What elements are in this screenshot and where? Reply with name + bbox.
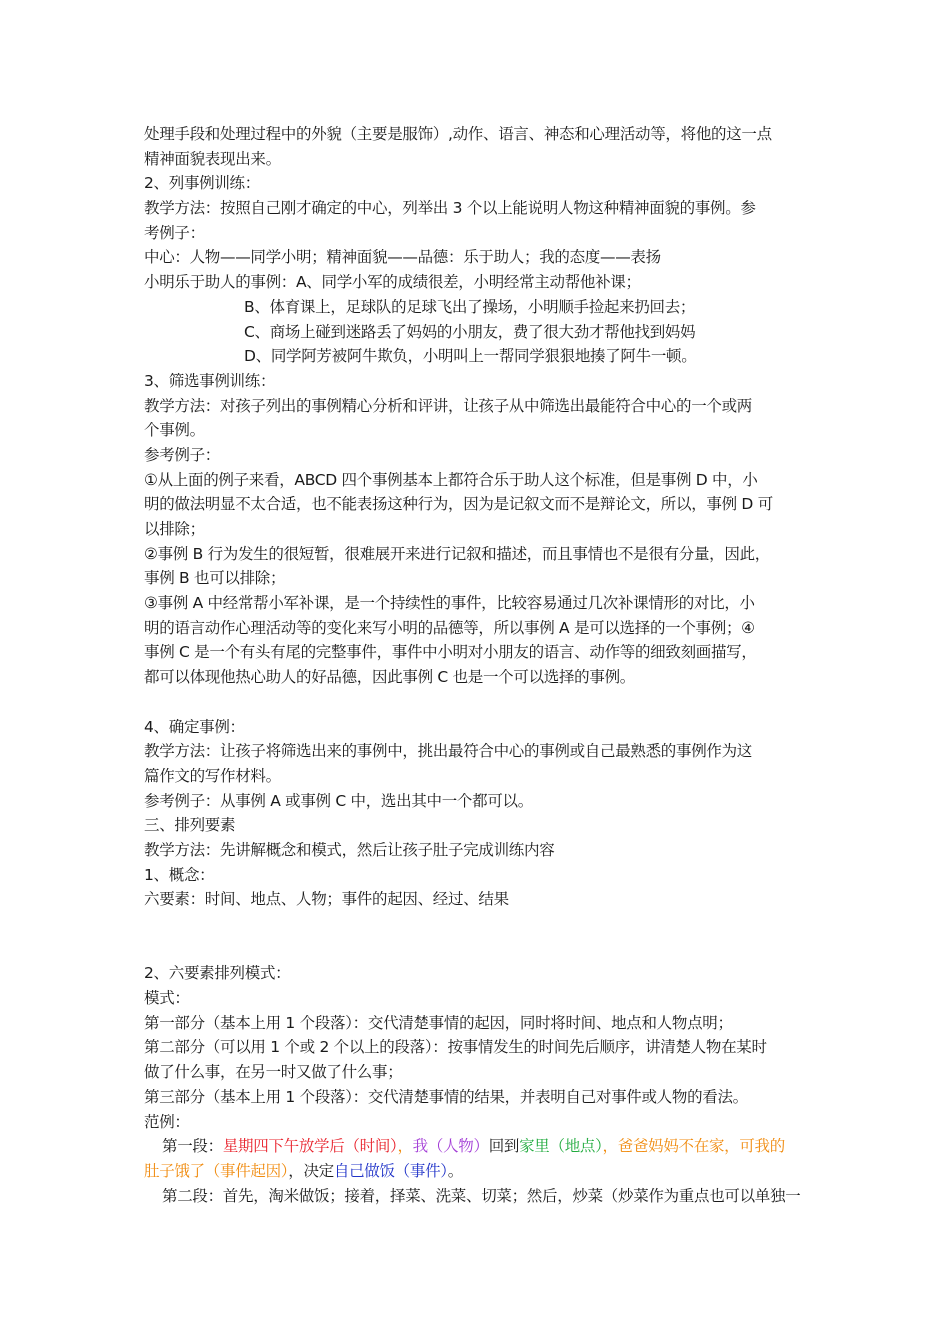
text-line: 做了什么事，在另一时又做了什么事； xyxy=(144,1063,403,1082)
text-line: 模式： xyxy=(144,989,190,1008)
example-paragraph-1-cont xyxy=(144,1159,812,1184)
cause-element: 爸爸妈妈不在家，可我的 xyxy=(617,1137,785,1156)
text-line: 精神面貌表现出来。 xyxy=(144,149,281,168)
text-line: 第三部分（基本上用 1 个段落）：交代清楚事情的结果，并表明自己对事件或人物的看法。 xyxy=(144,1087,748,1106)
text-line: ①从上面的例子来看，ABCD 四个事例基本上都符合乐于助人这个标准，但是事例 D 中，小 xyxy=(144,470,758,489)
time-element: 星期四下午放学后（时间） xyxy=(222,1137,398,1156)
text-line: 处理手段和处理过程中的外貌（主要是服饰）,动作、语言、神态和心理活动等，将他的这一点 xyxy=(144,125,772,143)
text-line: ②事例 B 行为发生的很短暂，很难展开来进行记叙和描述，而且事情也不是很有分量，因此， xyxy=(144,544,770,563)
separator: ， xyxy=(602,1137,618,1156)
text-line: 参考例子： xyxy=(144,445,221,464)
connector-text: ，决定 xyxy=(288,1161,334,1180)
text-line: 教学方法：先讲解概念和模式，然后让孩子肚子完成训练内容 xyxy=(144,840,555,859)
text-line: 都可以体现他热心助人的好品德，因此事例 C 也是一个可以选择的事例。 xyxy=(144,668,635,687)
event-element: 自己做饭（事件） xyxy=(333,1161,448,1180)
text-line: ③事例 A 中经常帮小军补课，是一个持续性的事件，比较容易通过几次补课情形的对比，小 xyxy=(144,594,755,613)
section-heading: 3、筛选事例训练： xyxy=(144,371,276,390)
list-item: D、同学阿芳被阿牛欺负，小明叫上一帮同学狠狠地揍了阿牛一顿。 xyxy=(244,347,697,366)
section-heading: 4、确定事例： xyxy=(144,717,245,736)
text-line: 事例 B 也可以排除； xyxy=(144,569,286,588)
text-line: 第一部分（基本上用 1 个段落）：交代清楚事情的起因，同时将时间、地点和人物点明； xyxy=(144,1013,733,1032)
list-item: B、体育课上，足球队的足球飞出了操场，小明顺手捡起来扔回去； xyxy=(244,297,696,316)
section-heading: 三、排列要素 xyxy=(144,816,236,835)
text-line: 明的做法明显不太合适，也不能表扬这种行为，因为是记叙文而不是辩论文，所以，事例 D 可 xyxy=(144,495,773,514)
blank-line xyxy=(144,690,812,715)
text-line: 事例 C 是一个有头有尾的完整事件，事件中小明对小朋友的语言、动作等的细致刻画描写， xyxy=(144,643,757,662)
text-line: 参考例子：从事例 A 或事例 C 中，选出其中一个都可以。 xyxy=(144,791,533,810)
person-element: 我（人物） xyxy=(412,1137,489,1156)
section-heading: 2、六要素排列模式： xyxy=(144,964,291,983)
text-line: 明的语言动作心理活动等的变化来写小明的品德等，所以事例 A 是可以选择的一个事例；④ xyxy=(144,618,755,637)
blank-line xyxy=(144,912,812,961)
verb-text: 回到 xyxy=(488,1137,520,1156)
text-line: 教学方法：按照自己刚才确定的中心，列举出 3 个以上能说明人物这种精神面貌的事例。参 xyxy=(144,199,756,218)
example-paragraph-1 xyxy=(144,1134,812,1159)
text-line: 范例： xyxy=(144,1112,190,1131)
text-line: 六要素：时间、地点、人物；事件的起因、经过、结果 xyxy=(144,890,509,909)
separator: ， xyxy=(397,1137,413,1156)
example-paragraph-2: 第二段：首先，淘米做饭；接着，择菜、洗菜、切菜；然后，炒菜（炒菜作为重点也可以单独一 xyxy=(162,1186,801,1205)
text-line: 考例子： xyxy=(144,223,205,242)
text-line: 篇作文的写作材料。 xyxy=(144,766,281,785)
paragraph-label: 第一段： xyxy=(162,1137,223,1156)
text-line: 个事例。 xyxy=(144,421,205,440)
section-heading: 2、列事例训练： xyxy=(144,174,260,193)
text-line: 第二部分（可以用 1 个或 2 个以上的段落）：按事情发生的时间先后顺序，讲清楚人物在某时 xyxy=(144,1038,767,1057)
text-line: 中心：人物——同学小明；精神面貌——品德：乐于助人；我的态度——表扬 xyxy=(144,248,661,267)
list-item: C、商场上碰到迷路丢了妈妈的小朋友，费了很大劲才帮他找到妈妈 xyxy=(244,322,696,341)
text-line: 小明乐于助人的事例：A、同学小军的成绩很差，小明经常主动帮他补课； xyxy=(144,273,641,292)
period: 。 xyxy=(447,1161,463,1180)
section-heading: 1、概念： xyxy=(144,865,215,884)
place-element: 家里（地点） xyxy=(519,1137,603,1156)
document-page xyxy=(144,122,812,1208)
text-line: 以排除； xyxy=(144,520,205,538)
cause-element: 肚子饿了（事件起因） xyxy=(144,1161,289,1180)
text-line: 教学方法：对孩子列出的事例精心分析和评讲，让孩子从中筛选出最能符合中心的一个或两 xyxy=(144,396,753,415)
text-line: 教学方法：让孩子将筛选出来的事例中，挑出最符合中心的事例或自己最熟悉的事例作为这 xyxy=(144,742,753,761)
